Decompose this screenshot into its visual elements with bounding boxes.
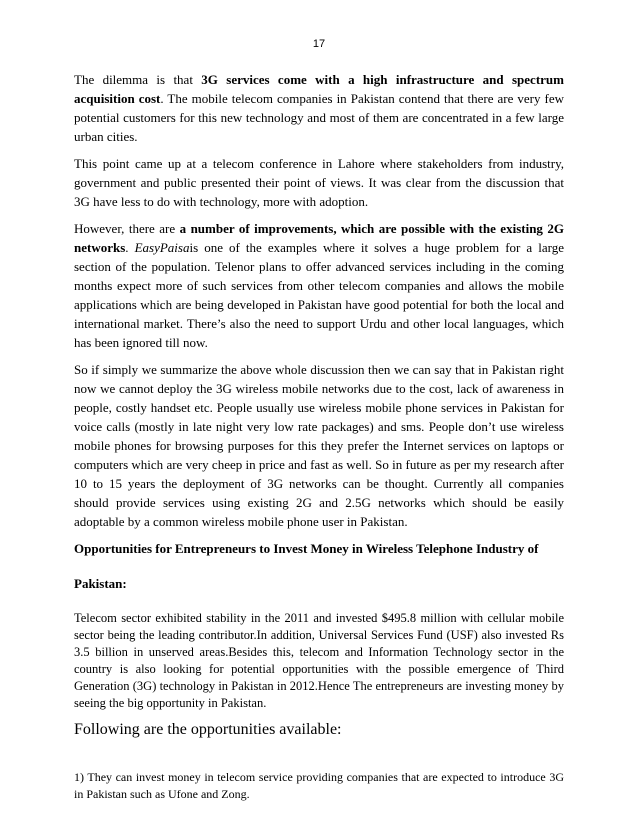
bold-run: 3G services come with a high infrastructure and spectrum acquisition cost: [74, 72, 564, 106]
page-number: 17: [312, 38, 326, 50]
paragraph-2g-improvements: [74, 219, 564, 352]
page-body: [74, 70, 564, 803]
text-run: However, there are: [74, 221, 180, 236]
paragraph-telecom-investment: Telecom sector exhibited stability in the 2011 and invested $495.8 million with cellular mobile sector being the leading contributor.In addition, Universal Services Fund (USF) also invested Rs 3.5 billion in unserved areas.Besides this, telecom and Information Technology sector in the country is also looking for potential opportunities with the possible emergence of Third Generation (3G) technology in Pakistan in 2012.Hence The entrepreneurs are investing money by seeing the big opportunity in Pakistan.: [74, 611, 564, 710]
bold-run: a number of improvements, which are possible with the existing 2G networks: [74, 221, 564, 255]
text-run: The dilemma is that: [74, 72, 202, 87]
text-run: .: [125, 240, 135, 255]
opportunities-heading: Following are the opportunities available:: [74, 721, 342, 738]
text-run: . The mobile telecom companies in Pakistan contend that there are very few potential customers for this new technology and most of them are concentrated in a few large urban cities.: [74, 91, 564, 144]
section-heading-line-2: Pakistan:: [74, 576, 127, 591]
opportunity-item-1: 1) They can invest money in telecom service providing companies that are expected to introduce 3G in Pakistan such as Ufone and Zong.: [74, 770, 564, 801]
italic-run: EasyPaisa: [134, 240, 190, 255]
paragraph-summary: So if simply we summarize the above whole discussion then we can say that in Pakistan right now we cannot deploy the 3G wireless mobile networks due to the cost, lack of awareness in people, costly handset etc. People usually use wireless mobile phone services in Pakistan for voice calls (mostly in late night very low rate packages) and sms. People don’t use wireless mobile phones for browsing purposes for this they prefer the Internet services on laptops or computers which are very cheep in price and fast as well. So in future as per my research after 10 to 15 years the deployment of 3G networks can be thought. Currently all companies should provide services using existing 2G and 2.5G networks which should be easily adoptable by a common wireless mobile phone user in Pakistan.: [74, 362, 564, 529]
text-run: is one of the examples where it solves a huge problem for a large section of the population. Telenor plans to offer advanced services including in the coming months expect more of such services from other telecom companies and allows the mobile applications which are being developed in Pakistan have good potential for both the local and international market. There’s also the need to support Urdu and other local languages, which has been ignored till now.: [74, 240, 565, 350]
paragraph-lahore-conference: This point came up at a telecom conference in Lahore where stakeholders from industry, government and public presented their point of views. It was clear from the discussion that 3G have less to do with technology, more with adoption.: [74, 156, 564, 209]
section-heading-line-1: Opportunities for Entrepreneurs to Invest Money in Wireless Telephone Industry of: [74, 541, 539, 556]
paragraph-3g-dilemma: [74, 70, 564, 146]
